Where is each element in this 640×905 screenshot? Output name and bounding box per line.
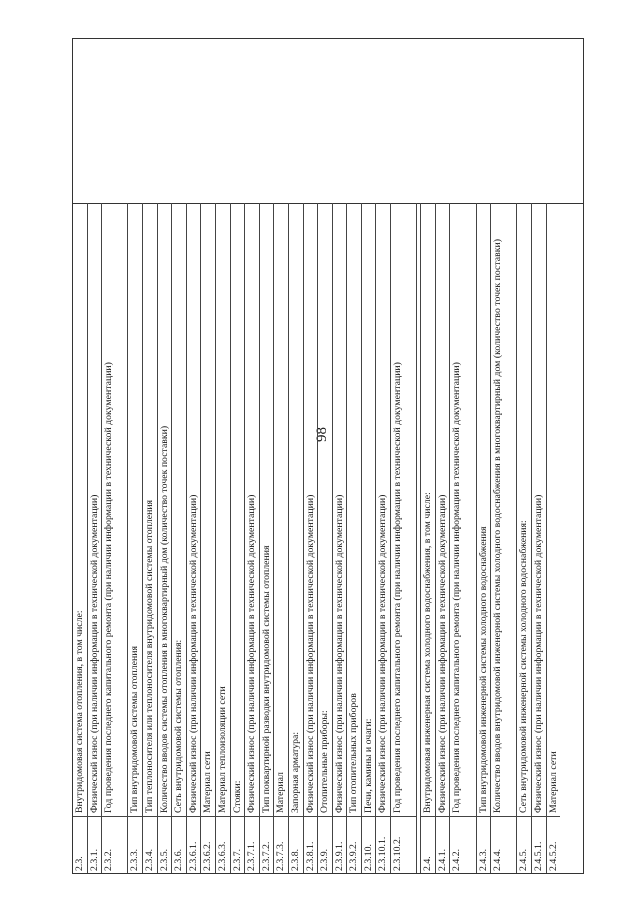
row-number: 2.4.5.1.: [532, 816, 546, 873]
row-number: 2.4.3.: [477, 816, 491, 873]
row-description: Тип внутридомовой системы отопления: [129, 645, 141, 813]
blank-value-column: [73, 39, 583, 204]
table-row: [274, 203, 289, 873]
row-number: 2.3.6.1.: [187, 816, 201, 873]
row-number: 2.3.9.2.: [347, 816, 361, 873]
table-row: [347, 203, 362, 873]
row-description: Год проведения последнего капитального ремонта (при наличии информации в технической документации): [451, 362, 463, 813]
row-description: Физический износ (при наличии информации в технической документации): [436, 494, 448, 813]
row-description: Физический износ (при наличии информации в технической документации): [377, 494, 389, 813]
row-description: Физический износ (при наличии информации в технической документации): [304, 494, 316, 813]
row-number: 2.3.8.1.: [304, 816, 318, 873]
row-description: Внутридомовая система отопления, в том числе:: [74, 610, 85, 813]
row-description: Количество вводов внутридомовой инженерной системы холодного водоснабжения в многоквартирный дом (количество точек поставки): [492, 239, 504, 813]
table-row: [88, 203, 103, 873]
row-number: 2.3.1.: [88, 816, 102, 873]
row-number: 2.3.6.2.: [201, 816, 215, 873]
row-number: 2.4.1.: [436, 816, 450, 873]
row-number: 2.3.10.: [362, 816, 376, 873]
table-row: [73, 203, 88, 873]
row-description: Печи, камины и очаги:: [362, 718, 374, 813]
row-number: 2.3.10.1.: [376, 816, 390, 873]
table-row: [376, 203, 391, 873]
row-number: 2.4.: [421, 816, 435, 873]
row-description: Запорная арматура:: [289, 731, 301, 813]
page-number: 98: [314, 427, 330, 442]
row-description: Физический износ (при наличии информации в технической документации): [88, 494, 100, 813]
table-row: [201, 203, 216, 873]
row-number: 2.3.7.3.: [274, 816, 288, 873]
table-row: [245, 203, 260, 873]
document-table: [72, 38, 584, 874]
table-row: [421, 203, 436, 873]
table-row: [231, 203, 246, 873]
row-number: 2.4.5.: [517, 816, 531, 873]
table-row: [289, 203, 304, 873]
row-description: Внутридомовая инженерная система холодного водоснабжения, в том числе:: [422, 492, 434, 813]
table-row: [491, 203, 517, 873]
row-number: 2.3.7.2.: [260, 816, 274, 873]
table-row: [128, 203, 143, 873]
row-description: Количество вводов системы отопления в многоквартирный дом (количество точек поставки): [158, 425, 170, 813]
table-row: [172, 203, 187, 873]
row-number: 2.3.9.1.: [333, 816, 347, 873]
table-row: [333, 203, 348, 873]
row-description: Физический износ (при наличии информации в технической документации): [533, 494, 544, 813]
table-row: [391, 203, 417, 873]
row-number: 2.3.3.: [128, 816, 142, 873]
rotated-row-grid: [73, 203, 583, 873]
row-description: Сеть внутридомовой инженерной системы холодного водоснабжения:: [518, 520, 530, 813]
table-row: [102, 203, 128, 873]
row-number: 2.3.9.: [318, 816, 332, 873]
row-number: 2.4.5.2.: [547, 816, 561, 873]
row-number: 2.3.4.: [143, 816, 157, 873]
row-number: 2.4.4.: [491, 816, 516, 873]
row-description: Тип внутридомовой инженерной системы холодного водоснабжения: [477, 526, 489, 813]
table-row: [436, 203, 451, 873]
row-number: 2.3.7.1.: [245, 816, 259, 873]
table-row: [304, 203, 319, 873]
row-description: Тип отопительных приборов: [348, 693, 360, 813]
row-number: 2.3.2.: [102, 816, 127, 873]
row-description: Тип теплоносителя или теплоносителя внутридомовой системы отопления: [143, 499, 155, 813]
table-row: [450, 203, 476, 873]
table-row: [260, 203, 275, 873]
row-description: Физический износ (при наличии информации в технической документации): [246, 494, 258, 813]
table-row: [517, 203, 532, 873]
row-description: Сеть внутридомовой системы отопления:: [173, 639, 185, 813]
row-description: Физический износ (при наличии информации в технической документации): [333, 494, 345, 813]
row-description: Материал теплоизоляции сети: [216, 686, 228, 813]
row-number: 2.3.7.: [231, 816, 245, 873]
row-description: Тип поквартирной разводки внутридомовой системы отопления: [260, 545, 272, 813]
row-description: Физический износ (при наличии информации в технической документации): [187, 494, 199, 813]
row-description: Отопительные приборы:: [319, 710, 331, 813]
row-description: Год проведения последнего капитального ремонта (при наличии информации в технической документации): [103, 362, 115, 813]
table-row: [158, 203, 173, 873]
row-number: 2.3.10.2.: [391, 816, 416, 873]
table-row: [477, 203, 492, 873]
row-number: 2.3.8.: [289, 816, 303, 873]
table-row: [532, 203, 547, 873]
table-row: [362, 203, 377, 873]
table-row: [216, 203, 231, 873]
table-row: [547, 203, 561, 873]
row-number: 2.3.5.: [158, 816, 172, 873]
row-description: Материал сети: [202, 751, 214, 813]
row-number: 2.3.6.: [172, 816, 186, 873]
table-row: [318, 203, 333, 873]
row-description: Материал: [275, 772, 287, 813]
table-row: [143, 203, 158, 873]
row-description: Материал сети: [547, 751, 559, 813]
table-row: [187, 203, 202, 873]
row-description: Стояки:: [231, 780, 243, 813]
row-number: 2.3.: [73, 816, 87, 873]
row-number: 2.4.2.: [450, 816, 475, 873]
row-description: Год проведения последнего капитального ремонта (при наличии информации в технической документации): [392, 362, 404, 813]
row-number: 2.3.6.3.: [216, 816, 230, 873]
